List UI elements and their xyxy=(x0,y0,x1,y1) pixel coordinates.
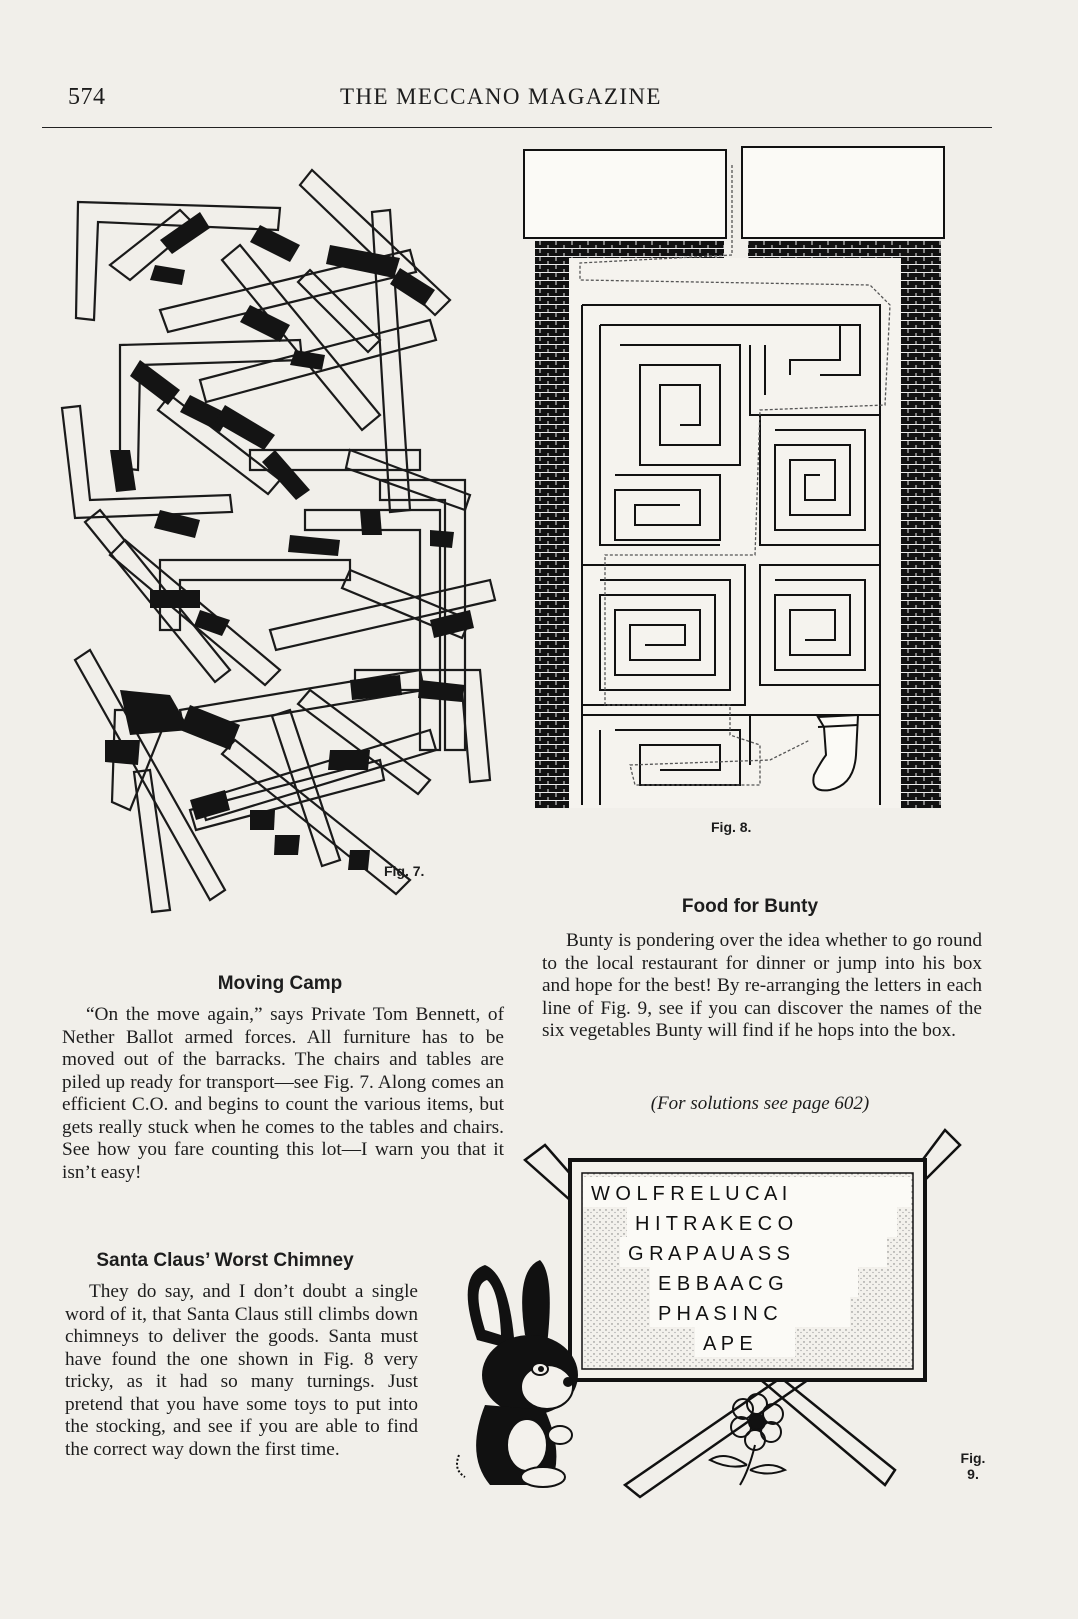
board-row-1: W O L F R E L U C A I xyxy=(591,1183,788,1205)
rabbit-icon xyxy=(457,1260,578,1487)
header-rule xyxy=(42,127,992,128)
fig9-letter-board xyxy=(455,1125,990,1520)
santa-body: They do say, and I don’t doubt a single word of it, that Santa Claus still climbs down chimneys to deliver the goods. Santa must have found the one shown in Fig. 8 very tricky, as it had so many turnings. Just pretend that you have some toys to put into the stocking, and see if you are able to find the correct way down the first time. xyxy=(65,1281,418,1460)
solutions-note: (For solutions see page 602) xyxy=(650,1093,870,1114)
moving-camp-body: “On the move again,” says Private Tom Bennett, of Nether Ballot armed forces. All furniture has to be moved out of the barracks. The chairs and tables are piled up ready for transport—see Fig. 7. Along comes an efficient C.O. and begins to count the various items, but gets really stuck when he comes to the tables and chairs. See how you fare counting this lot—I warn you that it isn’t easy! xyxy=(62,1004,504,1183)
fig8-chimney-maze xyxy=(520,145,980,835)
fig7-label: Fig. 7. xyxy=(384,863,425,879)
board-row-3: G R A P A U A S S xyxy=(628,1243,790,1265)
board-row-5: P H A S I N C xyxy=(658,1303,778,1325)
moving-camp-title: Moving Camp xyxy=(217,973,343,994)
fig9-label-line1: Fig. xyxy=(960,1450,986,1466)
board-row-2: H I T R A K E C O xyxy=(635,1213,794,1235)
santa-title: Santa Claus’ Worst Chimney xyxy=(96,1250,354,1271)
fig7-chairs-tables-illustration xyxy=(50,150,510,930)
board-row-6: A P E xyxy=(703,1333,753,1355)
board-row-4: E B B A A C G xyxy=(658,1273,784,1295)
bunty-body: Bunty is pondering over the idea whether to go round to the local restaurant for dinner or jump into his box and hope for the best! By re-arranging the letters in each line of Fig. 9, see if you can discover the names of the six vegetables Bunty will find if he hops into the box. xyxy=(542,930,982,1041)
fig8-label: Fig. 8. xyxy=(711,819,752,835)
fig9-label-line2: 9. xyxy=(967,1466,979,1482)
page-number: 574 xyxy=(68,84,106,110)
fig9-label xyxy=(958,1450,988,1482)
bunty-title: Food for Bunty xyxy=(681,896,819,917)
magazine-title: THE MECCANO MAGAZINE xyxy=(340,84,662,109)
